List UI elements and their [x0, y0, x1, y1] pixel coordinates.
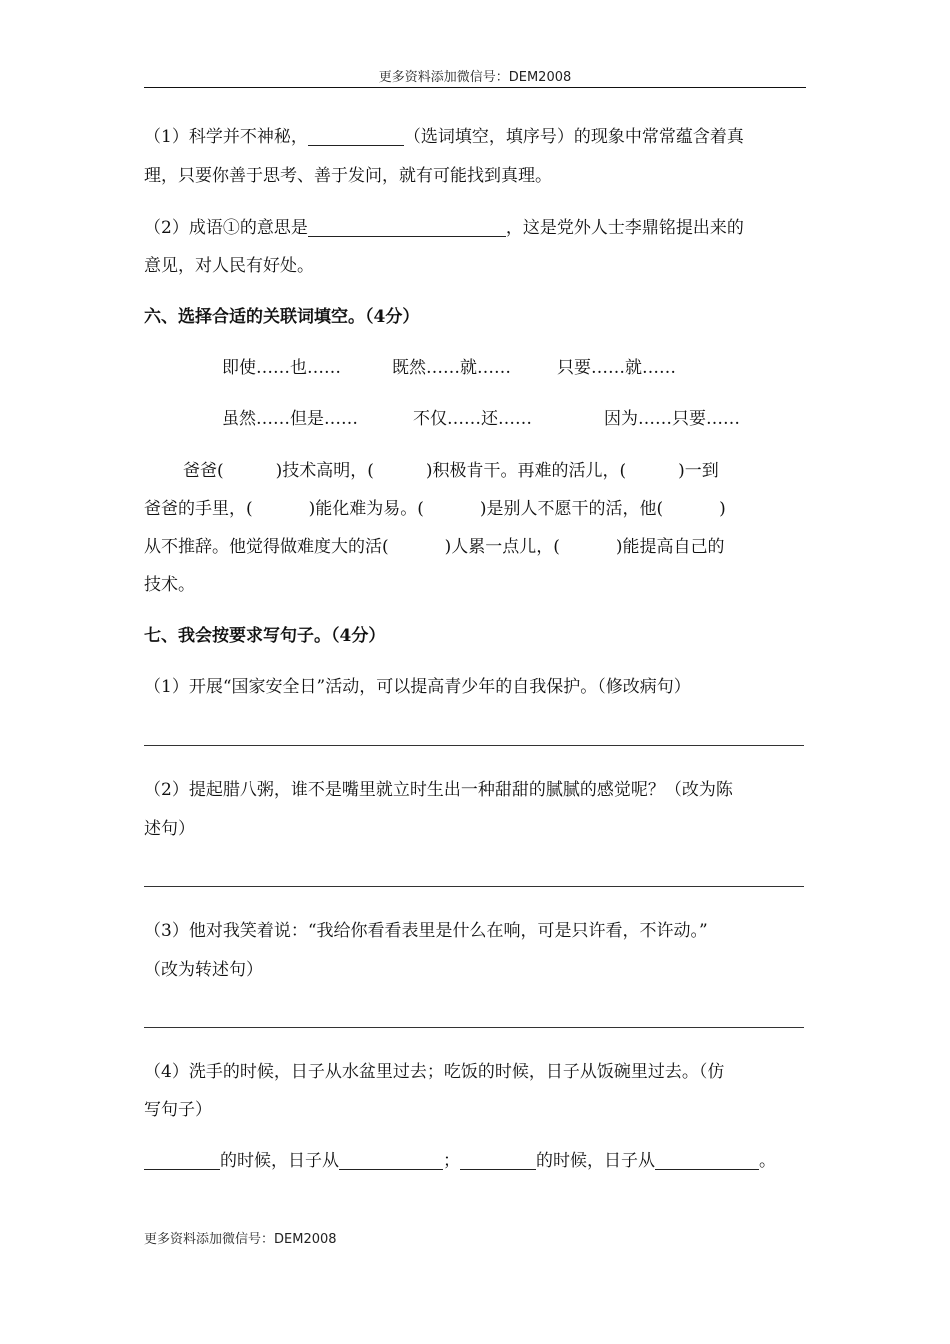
fill-blank[interactable]	[655, 1145, 759, 1170]
fill-blank[interactable]	[339, 1145, 443, 1170]
section5-q2-line1: （2）成语①的意思是 ，这是党外人士李鼎铭提出来的	[144, 209, 808, 247]
section7-title: 七、我会按要求写句子。（4分）	[144, 626, 386, 646]
section5-q1-line2: 理，只要你善于思考、善于发问，就有可能找到真理。	[144, 166, 552, 186]
section6-paragraph-line1: 爸爸( )技术高明，( )积极肯干。再难的活儿，( )一到	[183, 461, 719, 481]
page-header: 更多资料添加微信号：DEM2008	[378, 70, 572, 85]
answer-line[interactable]	[144, 745, 804, 746]
conjunction-option: 因为……只要……	[604, 409, 740, 429]
fill-blank[interactable]	[460, 1145, 536, 1170]
section7-q2-line1: （2）提起腊八粥，谁不是嘴里就立时生出一种甜甜的腻腻的感觉呢？（改为陈	[144, 780, 733, 800]
answer-line[interactable]	[144, 886, 804, 887]
conjunction-option: 即使……也……	[222, 358, 341, 378]
section7-q3-line2: （改为转述句）	[144, 960, 263, 980]
conjunction-option: 不仅……还……	[413, 409, 532, 429]
section7-q1: （1）开展“国家安全日”活动，可以提高青少年的自我保护。（修改病句）	[144, 677, 691, 697]
section7-q2-line2: 述句）	[144, 819, 195, 839]
section7-q4-line1: （4）洗手的时候，日子从水盆里过去；吃饭的时候，日子从饭碗里过去。（仿	[144, 1062, 725, 1082]
section5-q1-line1: （1）科学并不神秘， （选词填空，填序号）的现象中常常蕴含着真	[144, 118, 808, 156]
conjunction-option: 只要……就……	[557, 358, 676, 378]
section7-q4-fill-line: 的时候，日子从 ； 的时候，日子从 。	[144, 1142, 808, 1180]
section6-paragraph-line4: 技术。	[144, 575, 195, 595]
section5-q2-line2: 意见，对人民有好处。	[144, 256, 314, 276]
section7-q3-line1: （3）他对我笑着说：“我给你看看表里是什么在响，可是只许看，不许动。”	[144, 921, 708, 941]
section6-paragraph-line2: 爸爸的手里，( )能化难为易。( )是别人不愿干的活，他( )	[144, 499, 726, 519]
section6-title: 六、选择合适的关联词填空。（4分）	[144, 307, 420, 327]
fill-blank[interactable]	[308, 212, 506, 237]
fill-blank[interactable]	[308, 121, 404, 146]
section7-q4-line2: 写句子）	[144, 1100, 212, 1120]
page-footer: 更多资料添加微信号：DEM2008	[144, 1232, 337, 1247]
section6-paragraph-line3: 从不推辞。他觉得做难度大的活( )人累一点儿，( )能提高自己的	[144, 537, 725, 557]
header-divider	[144, 87, 806, 88]
conjunction-option: 既然……就……	[392, 358, 511, 378]
conjunction-option: 虽然……但是……	[222, 409, 358, 429]
answer-line[interactable]	[144, 1027, 804, 1028]
fill-blank[interactable]	[144, 1145, 220, 1170]
